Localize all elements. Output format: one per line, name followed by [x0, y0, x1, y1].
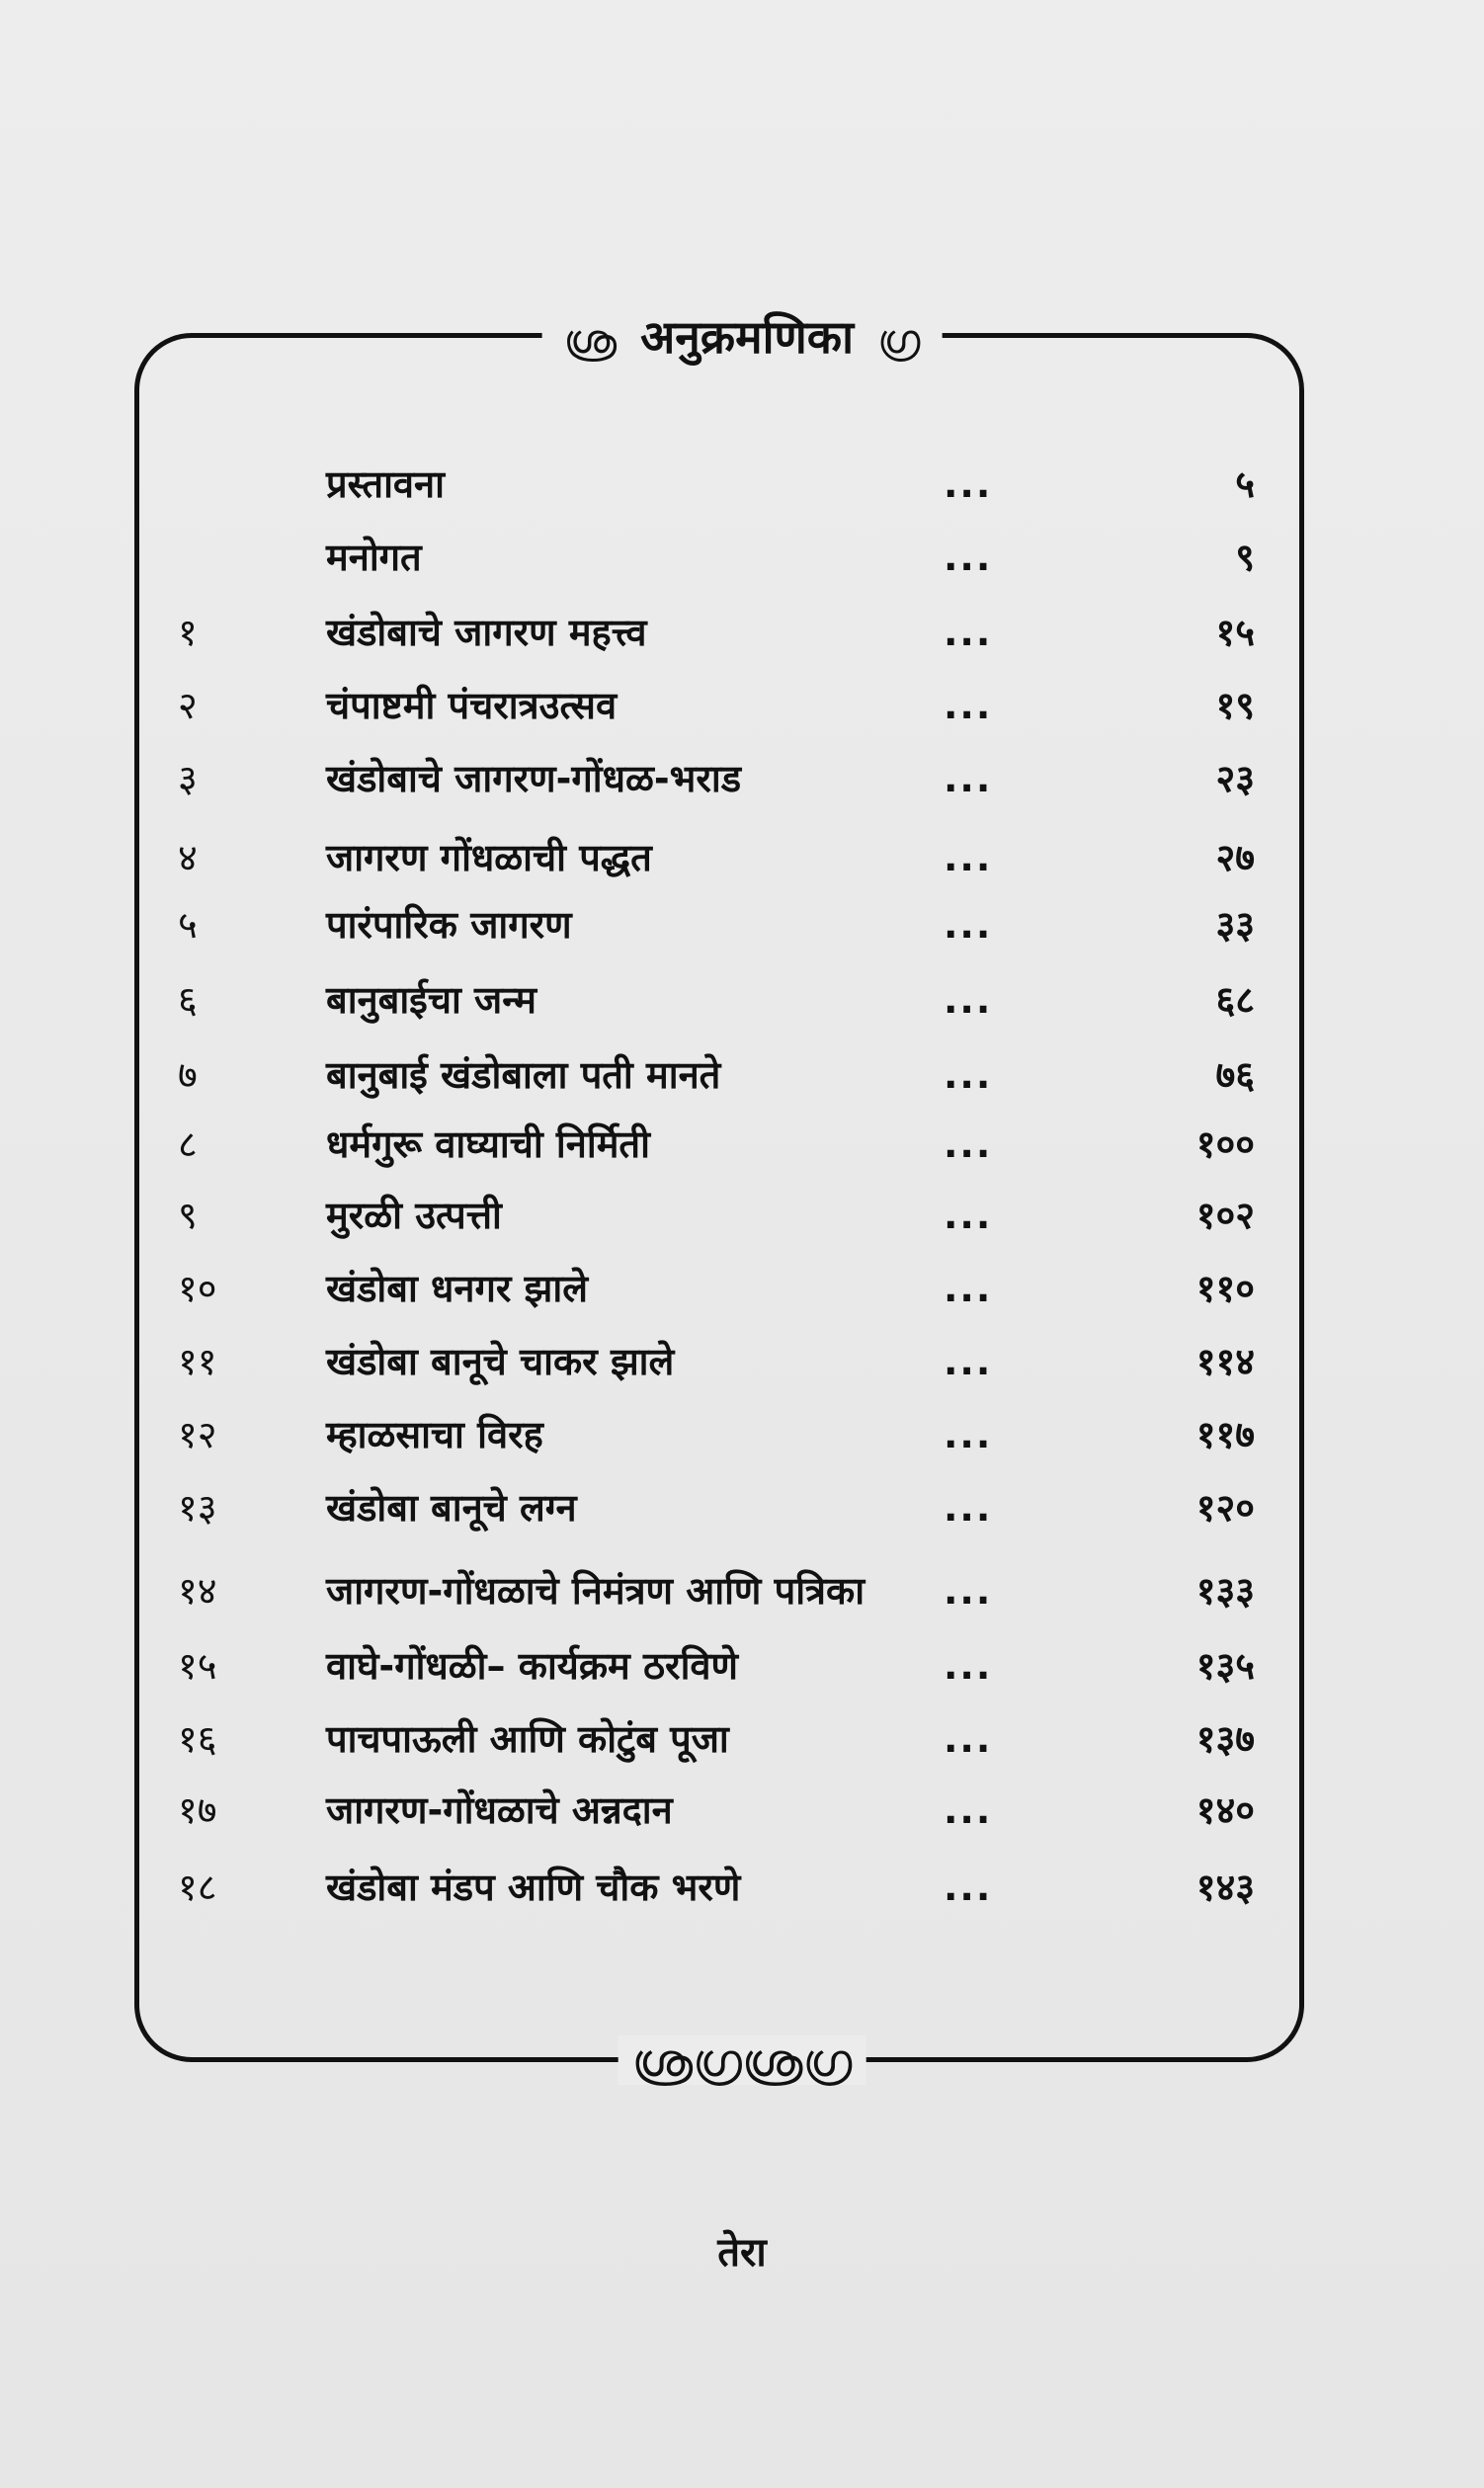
toc-entry[interactable]: [0, 1856, 1484, 1919]
toc-entry-leader: ...: [944, 1413, 993, 1456]
toc-entry-page: १३५: [1195, 1644, 1255, 1688]
toc-entry-title: बानुबाईचा जन्म: [326, 978, 537, 1022]
toc-entry-leader: ...: [944, 1486, 993, 1530]
toc-entry-title: मनोगत: [326, 536, 422, 579]
toc-entry-number: ४: [178, 836, 198, 879]
toc-entry-page: ११७: [1195, 1413, 1255, 1456]
toc-entry-page: २३: [1215, 757, 1255, 800]
toc-entry-page: १३३: [1195, 1569, 1255, 1613]
toc-entry[interactable]: [0, 1403, 1484, 1466]
heading-ornament-left: ശ്ര: [563, 317, 618, 363]
toc-entry[interactable]: [0, 1330, 1484, 1393]
toc-entry-leader: ...: [944, 1122, 993, 1166]
toc-heading-text: अनुक्रमणिका: [640, 310, 855, 364]
toc-entry-number: १२: [178, 1413, 217, 1456]
toc-entry[interactable]: [0, 1707, 1484, 1771]
toc-entry[interactable]: [0, 1257, 1484, 1320]
toc-entry-page: १३७: [1195, 1717, 1255, 1761]
toc-entry-leader: ...: [944, 684, 993, 727]
toc-entry-leader: ...: [944, 1569, 993, 1613]
toc-entry-title: चंपाष्टमी पंचरात्रउत्सव: [326, 684, 618, 727]
toc-entry-title: जागरण गोंधळाची पद्धत: [326, 836, 652, 879]
toc-entry-leader: ...: [944, 1267, 993, 1310]
bottom-ornament: ശ്രഗ്രശ്രഗ്ര: [618, 2035, 866, 2085]
toc-entry-title: जागरण-गोंधळाचे अन्नदान: [326, 1788, 673, 1832]
toc-entry-page: ३३: [1215, 903, 1255, 947]
toc-entry-page: १२०: [1195, 1486, 1255, 1530]
toc-entry-number: १३: [178, 1486, 217, 1530]
toc-entry-page: ७६: [1215, 1053, 1255, 1097]
toc-entry-page: १४३: [1195, 1866, 1255, 1909]
toc-entry-leader: ...: [944, 1866, 993, 1909]
toc-entry-title: पारंपारिक जागरण: [326, 903, 572, 947]
toc-entry[interactable]: [0, 1634, 1484, 1698]
toc-entry[interactable]: [0, 1779, 1484, 1842]
toc-entry-leader: ...: [944, 1788, 993, 1832]
toc-entry-number: ८: [178, 1122, 198, 1166]
toc-entry-title: खंडोबा मंडप आणि चौक भरणे: [326, 1866, 741, 1909]
toc-entry-title: खंडोबाचे जागरण-गोंधळ-भराड: [326, 757, 742, 800]
toc-entry[interactable]: [0, 1043, 1484, 1107]
toc-entry-leader: ...: [944, 1644, 993, 1688]
heading-ornament-right: ഗ്ര: [877, 317, 921, 363]
toc-entry-title: पाचपाऊली आणि कोटुंब पूजा: [326, 1717, 729, 1761]
toc-entry-leader: ...: [944, 1340, 993, 1383]
toc-entry-number: १८: [178, 1866, 217, 1909]
toc-entry-page: २७: [1215, 836, 1255, 879]
toc-entry-number: २: [178, 684, 198, 727]
toc-entry-number: १६: [178, 1717, 217, 1761]
toc-entry-number: ११: [178, 1340, 217, 1383]
toc-entry-page: १९: [1215, 684, 1255, 727]
toc-entry-leader: ...: [944, 536, 993, 579]
toc-entry-leader: ...: [944, 903, 993, 947]
toc-entry[interactable]: [0, 526, 1484, 589]
toc-entry-page: १००: [1195, 1122, 1255, 1166]
toc-entry-title: धर्मगुरू वाघ्याची निर्मिती: [326, 1122, 650, 1166]
toc-entry-page: ११०: [1195, 1267, 1255, 1310]
toc-entry-page: १०२: [1195, 1194, 1255, 1237]
toc-entry-number: ७: [178, 1053, 198, 1097]
toc-entry-title: बानुबाई खंडोबाला पती मानते: [326, 1053, 721, 1097]
toc-entry[interactable]: [0, 747, 1484, 810]
toc-entry-page: १४०: [1195, 1788, 1255, 1832]
toc-entry[interactable]: [0, 674, 1484, 737]
toc-entry-page: ६८: [1215, 978, 1255, 1022]
toc-entry-page: ११४: [1195, 1340, 1255, 1383]
toc-entry-page: ५: [1235, 462, 1255, 506]
toc-entry-title: खंडोबा धनगर झाले: [326, 1267, 588, 1310]
toc-entry-number: ९: [178, 1194, 198, 1237]
toc-entry-leader: ...: [944, 1717, 993, 1761]
toc-entry-page: १५: [1215, 611, 1255, 654]
toc-entry-number: १५: [178, 1644, 217, 1688]
toc-entry-number: १०: [178, 1267, 217, 1310]
toc-entry-leader: ...: [944, 1053, 993, 1097]
toc-entry[interactable]: [0, 1184, 1484, 1247]
toc-entry-title: वाघे-गोंधळी– कार्यक्रम ठरविणे: [326, 1644, 739, 1688]
toc-entry-leader: ...: [944, 1194, 993, 1237]
toc-entry-number: ३: [178, 757, 198, 800]
toc-entry[interactable]: [0, 1476, 1484, 1539]
toc-entry-title: खंडोबाचे जागरण महत्त्व: [326, 611, 647, 654]
toc-entry-title: म्हाळसाचा विरह: [326, 1413, 543, 1456]
toc-entry-number: १४: [178, 1569, 217, 1613]
toc-entry-leader: ...: [944, 611, 993, 654]
toc-entry-title: मुरळी उत्पत्ती: [326, 1194, 502, 1237]
toc-entry-leader: ...: [944, 836, 993, 879]
toc-entry-number: १: [178, 611, 198, 654]
toc-entry[interactable]: [0, 1113, 1484, 1176]
toc-entry-number: ६: [178, 978, 198, 1022]
toc-entry[interactable]: [0, 1559, 1484, 1622]
toc-entry-page: ९: [1235, 536, 1255, 579]
toc-entry-title: खंडोबा बानूचे लग्न: [326, 1486, 577, 1530]
toc-entry[interactable]: [0, 968, 1484, 1032]
toc-entry-title: जागरण-गोंधळाचे निमंत्रण आणि पत्रिका: [326, 1569, 866, 1613]
page-number-footer: तेरा: [717, 2230, 767, 2276]
toc-entry-number: १७: [178, 1788, 217, 1832]
toc-entry-title: खंडोबा बानूचे चाकर झाले: [326, 1340, 675, 1383]
toc-entry-number: ५: [178, 903, 198, 947]
toc-entry-leader: ...: [944, 462, 993, 506]
toc-entry[interactable]: [0, 453, 1484, 516]
toc-entry[interactable]: [0, 893, 1484, 956]
toc-entry-leader: ...: [944, 978, 993, 1022]
toc-entry[interactable]: [0, 601, 1484, 664]
toc-entry-title: प्रस्तावना: [326, 462, 445, 506]
toc-entry-leader: ...: [944, 757, 993, 800]
toc-entry[interactable]: [0, 826, 1484, 889]
